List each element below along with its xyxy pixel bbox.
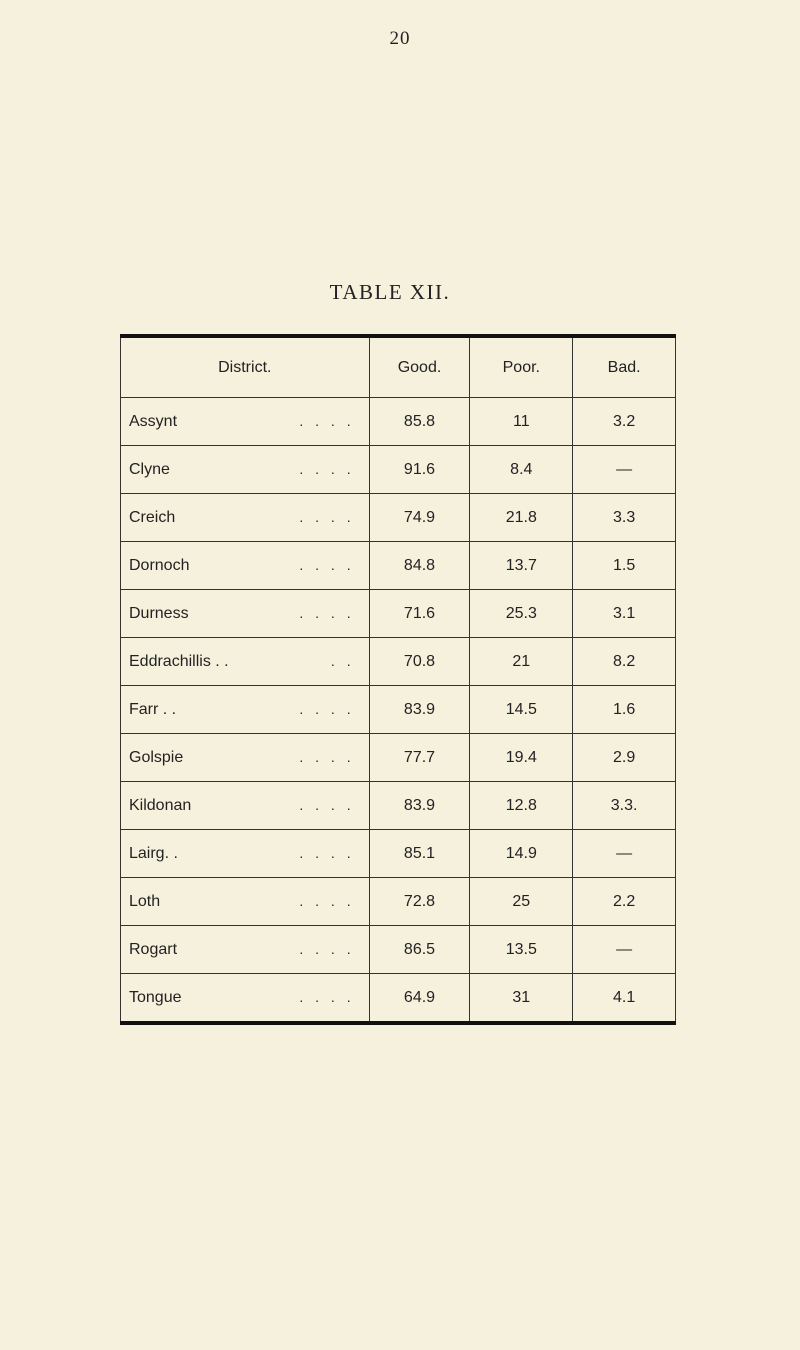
poor-cell: 8.4 — [470, 446, 573, 494]
leader-dots: . . . . — [299, 604, 355, 621]
bad-cell: 2.9 — [573, 734, 676, 782]
bad-cell: 1.6 — [573, 686, 676, 734]
district-name: Durness — [129, 604, 189, 622]
good-cell: 77.7 — [369, 734, 470, 782]
district-name: Lairg. . — [129, 844, 178, 862]
bad-cell: — — [573, 926, 676, 974]
good-cell: 72.8 — [369, 878, 470, 926]
leader-dots: . . . . — [299, 988, 355, 1005]
district-cell — [121, 974, 370, 1024]
header-district: District. — [121, 336, 370, 398]
bad-cell: — — [573, 830, 676, 878]
good-cell: 64.9 — [369, 974, 470, 1024]
poor-cell: 11 — [470, 398, 573, 446]
leader-dots: . . . . — [299, 556, 355, 573]
table-row — [121, 974, 676, 1024]
poor-cell: 12.8 — [470, 782, 573, 830]
district-name: Loth — [129, 892, 161, 910]
poor-cell: 14.9 — [470, 830, 573, 878]
district-cell — [121, 494, 370, 542]
poor-cell: 25.3 — [470, 590, 573, 638]
bad-cell: — — [573, 446, 676, 494]
leader-dots: . . . . — [299, 412, 355, 429]
district-name: Tongue — [129, 988, 182, 1006]
bad-cell: 2.2 — [573, 878, 676, 926]
leader-dots: . . . . — [299, 892, 355, 909]
poor-cell: 25 — [470, 878, 573, 926]
district-cell — [121, 398, 370, 446]
good-cell: 83.9 — [369, 782, 470, 830]
district-cell — [121, 686, 370, 734]
header-poor: Poor. — [470, 336, 573, 398]
district-cell — [121, 446, 370, 494]
leader-dots: . . . . — [299, 748, 355, 765]
district-cell — [121, 542, 370, 590]
table-row — [121, 542, 676, 590]
bad-cell: 4.1 — [573, 974, 676, 1024]
district-cell — [121, 734, 370, 782]
bad-cell: 3.3. — [573, 782, 676, 830]
district-name: Farr . . — [129, 700, 177, 718]
district-cell — [121, 830, 370, 878]
table-row — [121, 782, 676, 830]
good-cell: 71.6 — [369, 590, 470, 638]
good-cell: 84.8 — [369, 542, 470, 590]
district-name: Creich — [129, 508, 176, 526]
table-row — [121, 830, 676, 878]
district-cell — [121, 782, 370, 830]
page-number: 20 — [389, 28, 411, 49]
district-name: Kildonan — [129, 796, 192, 814]
district-cell — [121, 878, 370, 926]
table-row — [121, 590, 676, 638]
table-row — [121, 878, 676, 926]
poor-cell: 13.5 — [470, 926, 573, 974]
table-row — [121, 926, 676, 974]
good-cell: 91.6 — [369, 446, 470, 494]
poor-cell: 31 — [470, 974, 573, 1024]
district-name: Eddrachillis . . — [129, 652, 229, 670]
table-row — [121, 494, 676, 542]
table-header-row — [121, 336, 676, 398]
table-title: TABLE XII. — [329, 280, 451, 304]
district-name: Assynt — [129, 412, 178, 430]
bad-cell: 3.2 — [573, 398, 676, 446]
leader-dots: . . . . — [299, 508, 355, 525]
bad-cell: 3.1 — [573, 590, 676, 638]
district-cell — [121, 926, 370, 974]
leader-dots: . . . . — [299, 700, 355, 717]
poor-cell: 19.4 — [470, 734, 573, 782]
table-row — [121, 446, 676, 494]
good-cell: 83.9 — [369, 686, 470, 734]
district-name: Clyne — [129, 460, 170, 478]
district-name: Rogart — [129, 940, 178, 958]
good-cell: 86.5 — [369, 926, 470, 974]
header-good: Good. — [369, 336, 470, 398]
poor-cell: 13.7 — [470, 542, 573, 590]
leader-dots: . . . . — [299, 940, 355, 957]
good-cell: 74.9 — [369, 494, 470, 542]
good-cell: 85.1 — [369, 830, 470, 878]
leader-dots: . . — [330, 652, 355, 669]
bad-cell: 3.3 — [573, 494, 676, 542]
poor-cell: 21.8 — [470, 494, 573, 542]
district-name: Dornoch — [129, 556, 190, 574]
district-cell — [121, 590, 370, 638]
header-bad: Bad. — [573, 336, 676, 398]
leader-dots: . . . . — [299, 460, 355, 477]
table-row — [121, 734, 676, 782]
district-cell — [121, 638, 370, 686]
leader-dots: . . . . — [299, 796, 355, 813]
bad-cell: 8.2 — [573, 638, 676, 686]
good-cell: 85.8 — [369, 398, 470, 446]
district-name: Golspie — [129, 748, 184, 766]
good-cell: 70.8 — [369, 638, 470, 686]
bad-cell: 1.5 — [573, 542, 676, 590]
table-row — [121, 398, 676, 446]
poor-cell: 21 — [470, 638, 573, 686]
district-condition-table — [120, 334, 676, 1025]
leader-dots: . . . . — [299, 844, 355, 861]
table-row — [121, 686, 676, 734]
poor-cell: 14.5 — [470, 686, 573, 734]
table-row — [121, 638, 676, 686]
